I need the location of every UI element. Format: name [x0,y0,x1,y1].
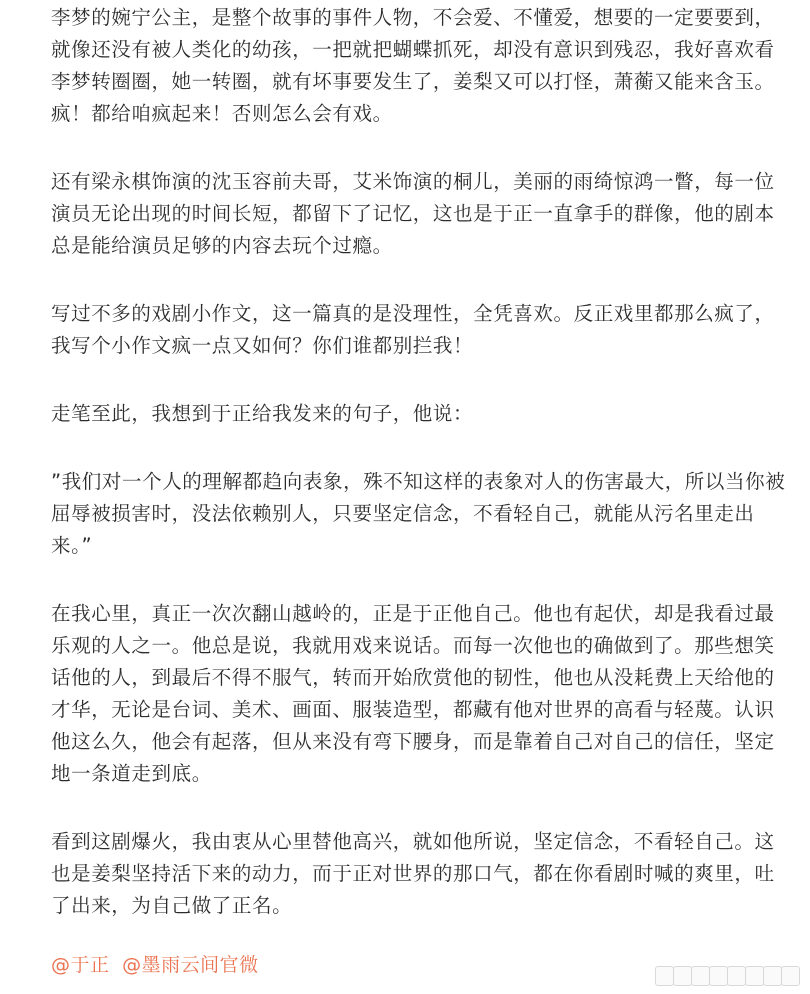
mention-link-yuzheng[interactable]: @于正 [51,954,110,976]
article-body [51,2,786,958]
watermark-box [673,966,692,986]
watermark-box [655,966,674,986]
watermark-box [727,966,746,986]
paragraph: 还有梁永棋饰演的沈玉容前夫哥，艾米饰演的桐儿，美丽的雨绮惊鸿一瞥，每一位演员无论出现的时间长短，都留下了记忆，这也是于正一直拿手的群像，他的剧本总是能给演员足够的内容去玩个过瘾。 [51,170,775,257]
paragraph: 李梦的婉宁公主，是整个故事的事件人物，不会爱、不懂爱，想要的一定要要到，就像还没有被人类化的幼孩，一把就把蝴蝶抓死，却没有意识到残忍，我好喜欢看李梦转圈圈，她一转圈，就有坏事要发生了，姜梨又可以打怪，萧蘅又能来含玉。疯！都给咱疯起来！否则怎么会有戏。 [51,6,775,125]
watermark-box [709,966,728,986]
watermark-logo [656,966,800,986]
watermark-box [763,966,782,986]
paragraph: 写过不多的戏剧小作文，这一篇真的是没理性，全凭喜欢。反正戏里都那么疯了，我写个小作文疯一点又如何？你们谁都别拦我！ [51,302,775,357]
watermark-box [745,966,764,986]
paragraph: 看到这剧爆火，我由衷从心里替他高兴，就如他所说，坚定信念，不看轻自己。这也是姜梨坚持活下来的动力，而于正对世界的那口气，都在你看剧时喊的爽里，吐了出来，为自己做了正名。 [51,830,775,917]
paragraph: 走笔至此，我想到于正给我发来的句子，他说： [51,402,474,425]
watermark-box [781,966,800,986]
mention-link-moyuyunjian[interactable]: @墨雨云间官微 [122,954,259,976]
paragraph: 在我心里，真正一次次翻山越岭的，正是于正他自己。他也有起伏，却是我看过最乐观的人之一。他总是说，我就用戏来说话。而每一次他也的确做到了。那些想笑话他的人，到最后不得不服气，转而开始欣赏他的韧性，他也从没耗费上天给他的才华，无论是台词、美术、画面、服装造型，都藏有他对世界的高看与轻蔑。认识他这么久，他会有起落，但从来没有弯下腰身，而是靠着自己对自己的信任，坚定地一条道走到底。 [51,602,775,785]
mention-links [51,950,265,980]
watermark-box [691,966,710,986]
quote-paragraph: ”我们对一个人的理解都趋向表象，殊不知这样的表象对人的伤害最大，所以当你被屈辱被损害时，没法依赖别人，只要坚定信念，不看轻自己，就能从污名里走出来。” [51,470,786,557]
